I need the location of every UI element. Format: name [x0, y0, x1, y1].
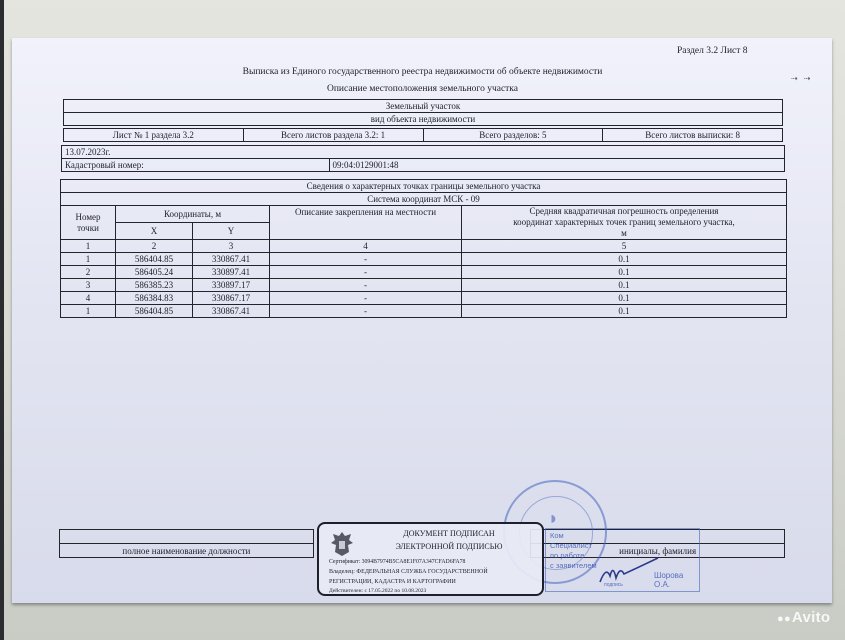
header-x: X	[116, 223, 193, 240]
signed-line1: ДОКУМЕНТ ПОДПИСАН	[403, 529, 495, 538]
stamp-line: с заявителем	[550, 561, 597, 570]
avito-logo-icon: ●●	[777, 613, 791, 625]
header-y: Y	[193, 223, 270, 240]
point-number: 4	[61, 292, 116, 305]
date-cadastral-table	[61, 145, 785, 172]
point-error: 0.1	[462, 266, 787, 279]
coord-y: 330897.41	[193, 266, 270, 279]
coord-x: 586384.83	[116, 292, 193, 305]
table-row	[61, 279, 787, 292]
coord-y: 330867.17	[193, 292, 270, 305]
coat-of-arms-icon	[329, 530, 355, 558]
mfc-logo-icon: ◗	[548, 508, 559, 528]
cadastral-number: 09:04:0129001:48	[329, 159, 785, 172]
stamp-line: по работе	[550, 551, 585, 560]
cadastral-label: Кадастровый номер:	[62, 159, 330, 172]
table-row	[61, 266, 787, 279]
point-number: 2	[61, 266, 116, 279]
point-description: -	[270, 292, 462, 305]
stamp-position	[550, 531, 600, 571]
table-row	[61, 305, 787, 318]
coord-y: 330897.17	[193, 279, 270, 292]
total-section-sheets: Всего листов раздела 3.2: 1	[243, 129, 423, 142]
coordinate-system: Система координат МСК - 09	[61, 193, 787, 206]
issue-date: 13.07.2023г.	[62, 146, 785, 159]
owner-line1: Владелец: ФЕДЕРАЛЬНАЯ СЛУЖБА ГОСУДАРСТВЕННОЙ	[329, 569, 488, 575]
point-error: 0.1	[462, 292, 787, 305]
margin-marks: ⇢ ⇢	[791, 74, 813, 83]
sheets-info-table	[63, 128, 783, 142]
object-type-label: вид объекта недвижимости	[64, 113, 783, 126]
object-type-value: Земельный участок	[64, 100, 783, 113]
point-number: 3	[61, 279, 116, 292]
total-extract-sheets: Всего листов выписки: 8	[603, 129, 783, 142]
owner-line2: РЕГИСТРАЦИИ, КАДАСТРА И КАРТОГРАФИИ	[329, 579, 456, 585]
total-sections: Всего разделов: 5	[423, 129, 603, 142]
electronic-signature-block	[317, 522, 544, 596]
stamp-line: Ком	[550, 531, 564, 540]
document-subtitle: Описание местоположения земельного участка	[326, 84, 519, 94]
certificate-number: Сертификат: 3094B7974B5CA8E1F07A347CFAD6FA78	[329, 559, 466, 565]
point-error: 0.1	[462, 253, 787, 266]
boundary-points-table	[60, 179, 787, 318]
section-sheet-label: Раздел 3.2 Лист 8	[677, 46, 748, 56]
stamp-line: Специалист	[550, 541, 593, 550]
initials-label: инициалы, фамилия	[531, 544, 785, 558]
point-error: 0.1	[462, 279, 787, 292]
coord-x: 586404.85	[116, 253, 193, 266]
stamp-name: Шорова О.А.	[654, 571, 684, 589]
signed-line2: ЭЛЕКТРОННОЙ ПОДПИСЬЮ	[395, 542, 503, 551]
header-coordinates: Координаты, м	[116, 206, 270, 223]
coord-x: 586404.85	[116, 305, 193, 318]
avito-watermark	[777, 609, 830, 626]
point-description: -	[270, 266, 462, 279]
table-row	[61, 292, 787, 305]
point-number: 1	[61, 305, 116, 318]
coord-y: 330867.41	[193, 253, 270, 266]
column-number: 4	[270, 240, 462, 253]
position-field	[60, 530, 314, 544]
coord-x: 586405.24	[116, 266, 193, 279]
sheet-number: Лист № 1 раздела 3.2	[64, 129, 244, 142]
point-error: 0.1	[462, 305, 787, 318]
coord-x: 586385.23	[116, 279, 193, 292]
column-number: 1	[61, 240, 116, 253]
coord-y: 330867.41	[193, 305, 270, 318]
watermark-text: Avito	[791, 609, 831, 626]
document-title: Выписка из Единого государственного реестра недвижимости об объекте недвижимости	[242, 67, 603, 77]
header-description: Описание закрепления на местности	[270, 206, 462, 240]
stamp-under-label: подпись	[604, 582, 623, 588]
table-row	[61, 253, 787, 266]
header-point-no: Номер точки	[61, 206, 116, 240]
point-description: -	[270, 305, 462, 318]
column-number: 3	[193, 240, 270, 253]
column-number: 5	[462, 240, 787, 253]
point-number: 1	[61, 253, 116, 266]
column-number: 2	[116, 240, 193, 253]
object-type-table	[63, 99, 783, 126]
validity-period: Действителен: с 17.05.2022 по 10.08.2023	[329, 588, 427, 594]
point-description: -	[270, 279, 462, 292]
position-label: полное наименование должности	[60, 544, 314, 558]
handwritten-signature	[598, 556, 668, 586]
point-description: -	[270, 253, 462, 266]
points-table-title: Сведения о характерных точках границы земельного участка	[61, 180, 787, 193]
photo-edge	[0, 0, 4, 640]
column-numbers-row	[61, 240, 787, 253]
header-error: Средняя квадратичная погрешность определения координат характерных точек границ земельного участка, м	[462, 206, 787, 240]
